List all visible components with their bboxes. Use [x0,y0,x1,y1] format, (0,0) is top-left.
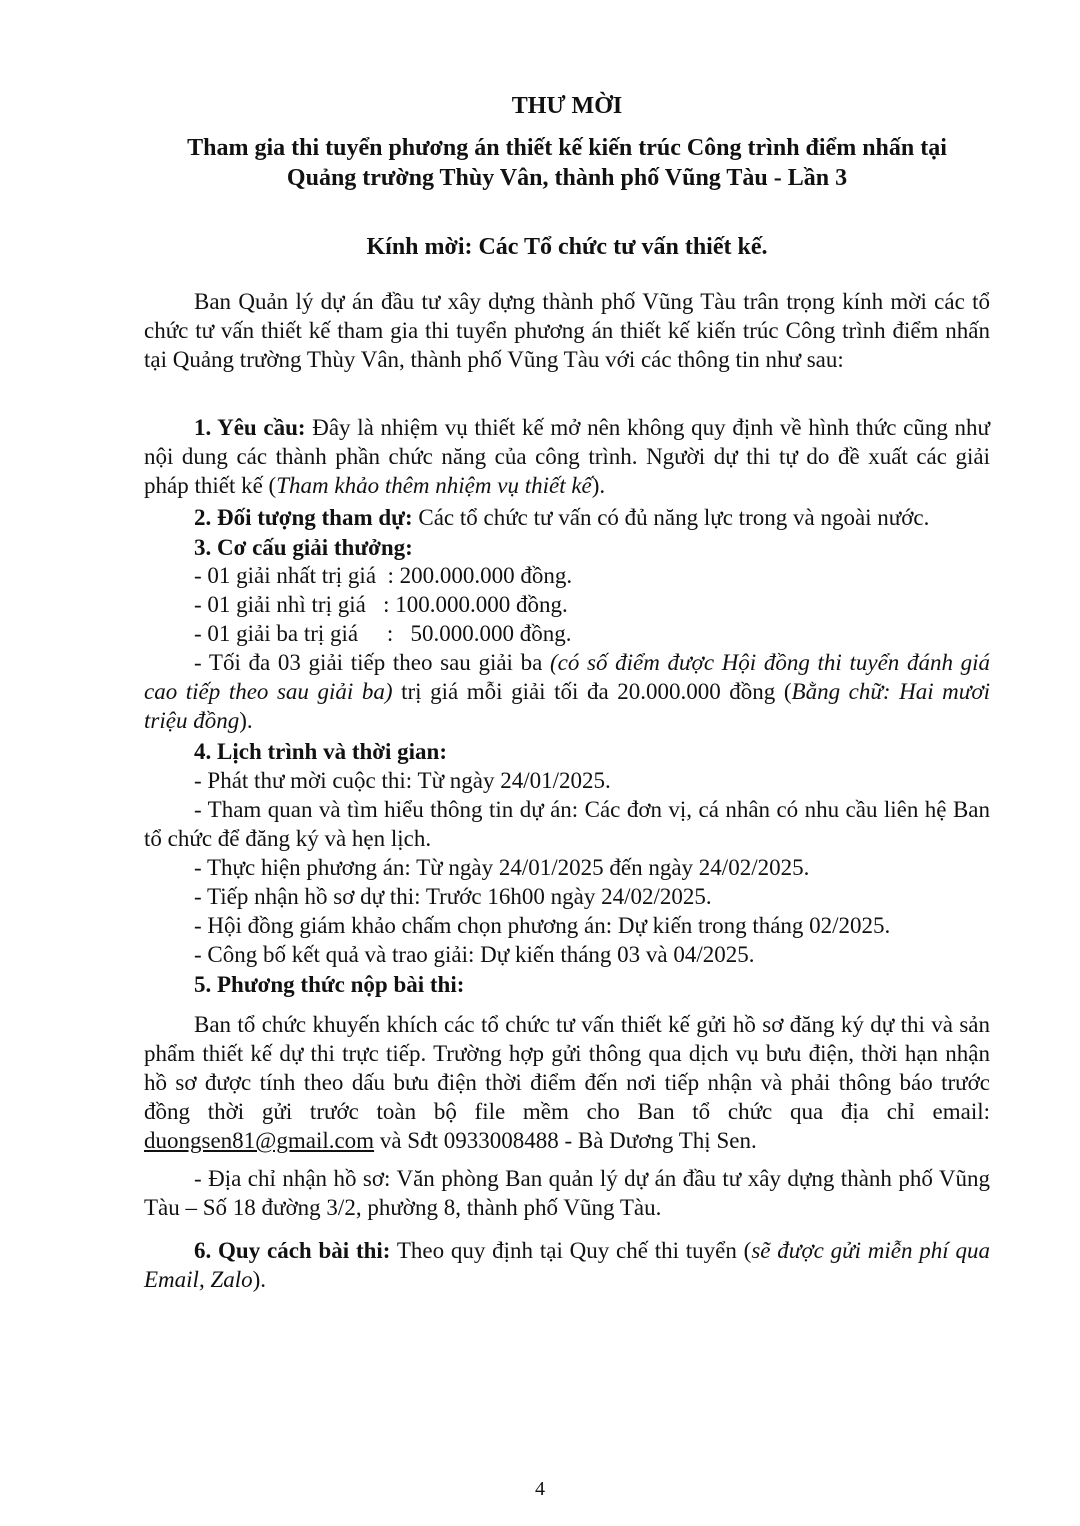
schedule-item: - Phát thư mời cuộc thi: Từ ngày 24/01/2025. [194,768,611,793]
page-number: 4 [535,1478,545,1500]
section-1-italic: Tham khảo thêm nhiệm vụ thiết kế [276,473,592,498]
section-1-text: Đây là nhiệm vụ thiết kế mở nên không quy định về hình thức cũng như nội dung các thành phần chức năng của công trình. Người dự thi tự do đề xuất các giải pháp thiết kế ( [144,415,991,498]
section-2-paragraph [144,503,990,532]
section-4-heading: 4. Lịch trình và thời gian: [194,739,447,764]
section-2-heading: 2. Đối tượng tham dự: [194,505,413,530]
schedule-item: - Công bố kết quả và trao giải: Dự kiến tháng 03 và 04/2025. [194,942,755,967]
section-5-heading: 5. Phương thức nộp bài thi: [194,972,465,997]
doc-subtitle-line1: Tham gia thi tuyển phương án thiết kế kiến trúc Công trình điểm nhấn tại [187,135,947,161]
intro-paragraph: Ban Quản lý dự án đầu tư xây dựng thành phố Vũng Tàu trân trọng kính mời các tổ chức tư vấn thiết kế tham gia thi tuyển phương án thiết kế kiến trúc Công trình điểm nhấn tại Quảng trường Thùy Vân, thành phố Vũng Tàu với các thông tin như sau: [144,289,990,372]
schedule-item: - Tham quan và tìm hiểu thông tin dự án: Các đơn vị, cá nhân có nhu cầu liên hệ Ban tổ chức để đăng ký và hẹn lịch. [144,797,990,851]
contact-email-link[interactable]: duongsen81@gmail.com [144,1128,375,1153]
prize-third: - 01 giải ba trị giá : 50.000.000 đồng. [194,621,572,646]
prize-first: - 01 giải nhất trị giá : 200.000.000 đồng. [194,563,573,588]
schedule-item: - Hội đồng giám khảo chấm chọn phương án: Dự kiến trong tháng 02/2025. [194,913,891,938]
section-1-end: ). [591,473,606,498]
doc-title: THƯ MỜI [511,93,623,119]
schedule-item: - Tiếp nhận hồ sơ dự thi: Trước 16h00 ngày 24/02/2025. [194,884,712,909]
prize-extra-paragraph: - Tối đa 03 giải tiếp theo sau giải ba (có số điểm được Hội đồng thi tuyển đánh giá cao tiếp theo sau giải ba) trị giá mỗi giải tối đa 20.000.000 đồng (Bằng chữ: Hai mươi triệu đồng). [144,650,990,733]
doc-subtitle-line2: Quảng trường Thùy Vân, thành phố Vũng Tàu - Lần 3 [286,165,848,191]
address-paragraph: - Địa chỉ nhận hồ sơ: Văn phòng Ban quản lý dự án đầu tư xây dựng thành phố Vũng Tàu – Số 18 đường 3/2, phường 8, thành phố Vũng Tàu. [144,1166,990,1220]
prize-second: - 01 giải nhì trị giá : 100.000.000 đồng. [194,592,568,617]
section-2-text: Các tổ chức tư vấn có đủ năng lực trong và ngoài nước. [412,505,930,530]
section-6-heading: 6. Quy cách bài thi: [194,1238,391,1263]
section-1-paragraph [144,413,990,500]
salutation: Kính mời: Các Tổ chức tư vấn thiết kế. [366,234,768,260]
section-6-paragraph: 6. Quy cách bài thi: Theo quy định tại Quy chế thi tuyển (sẽ được gửi miễn phí qua Email, Zalo). [144,1238,990,1292]
section-3-heading: 3. Cơ cấu giải thưởng: [194,535,413,560]
schedule-item: - Thực hiện phương án: Từ ngày 24/01/2025 đến ngày 24/02/2025. [194,855,810,880]
section-1-heading: 1. Yêu cầu: [194,415,306,440]
submission-paragraph: Ban tổ chức khuyến khích các tổ chức tư vấn thiết kế gửi hồ sơ đăng ký dự thi và sản phẩm thiết kế dự thi trực tiếp. Trường hợp gửi thông qua dịch vụ bưu điện, thời hạn nhận hồ sơ được tính theo dấu bưu điện thời điểm đến nơi tiếp nhận và phải thông báo trước đồng thời gửi trước toàn bộ file mềm cho Ban tổ chức qua địa chỉ email: duongsen81@gmail.com và Sđt 0933008488 - Bà Dương Thị Sen. [144,1012,990,1153]
